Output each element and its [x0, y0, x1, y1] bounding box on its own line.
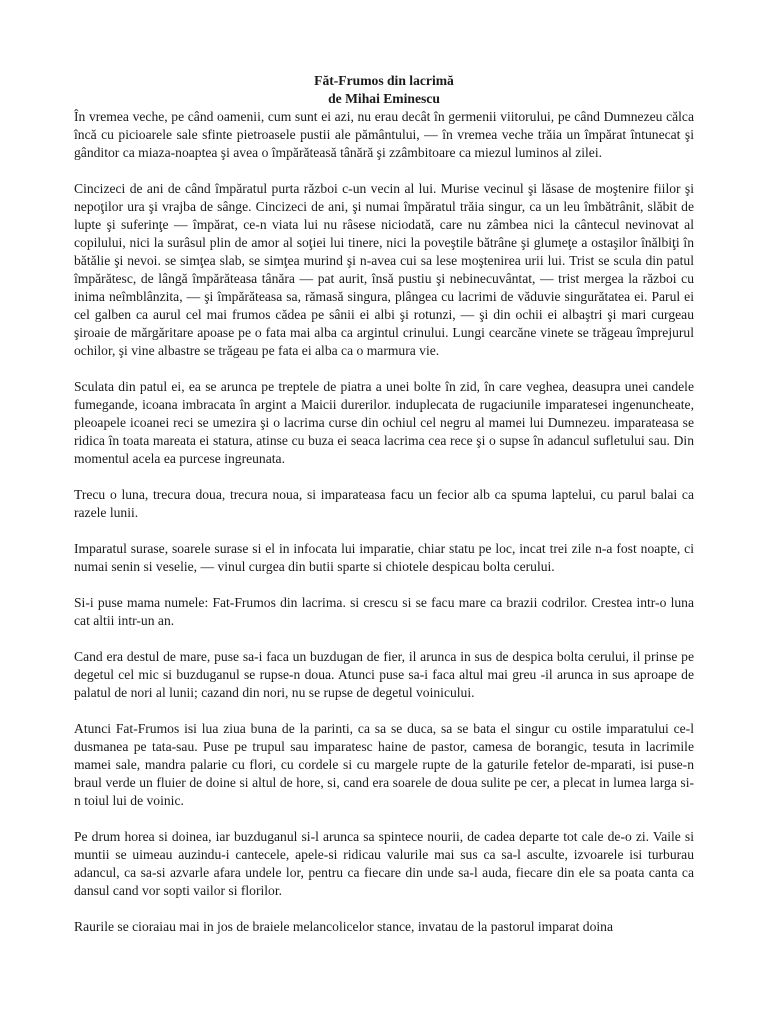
paragraph: Imparatul surase, soarele surase si el in infocata lui imparatie, chiar statu pe loc, incat trei zile n-a fost noapte, ci numai senin si veselie, — vinul curgea din butii sparte si chiotele despicau bolta cerului. — [74, 541, 694, 574]
document-title: Făt-Frumos din lacrimă — [314, 73, 454, 88]
paragraph: Trecu o luna, trecura doua, trecura noua, si imparateasa facu un fecior alb ca spuma laptelui, cu parul balai ca razele lunii. — [74, 487, 694, 520]
paragraph: Atunci Fat-Frumos isi lua ziua buna de la parinti, ca sa se duca, sa se bata el singur cu ostile imparatului ce-l dusmanea pe tata-sau. Puse pe trupul sau imparatesc haine de pastor, camesa de borangic, tesuta in lacrimile mamei sale, mandra palarie cu flori, cu cordele si cu margele rupte de la gaturile fetelor de-mparati, isi puse-n braul verde un fluier de doine si altul de hore, si, cand era soarele de doua sulite pe cer, a plecat in lumea larga si-n toiul lui de voinic. — [74, 721, 694, 808]
paragraph: Si-i puse mama numele: Fat-Frumos din lacrima. si crescu si se facu mare ca brazii codrilor. Crestea intr-o luna cat altii intr-un an. — [74, 595, 694, 628]
paragraph: În vremea veche, pe când oamenii, cum sunt ei azi, nu erau decât în germenii viitorului, pe când Dumnezeu călca încă cu picioarele sale sfinte pietroasele pustii ale pământului, — în vremea veche trăia un împărat întunecat şi gânditor ca miaza-noaptea şi avea o împărăteasă tânără şi zzâmbitoare ca miezul luminos al zilei. — [74, 109, 694, 160]
document-page — [74, 72, 694, 954]
paragraph: Cand era destul de mare, puse sa-i faca un buzdugan de fier, il arunca in sus de despica bolta cerului, il prinse pe degetul cel mic si buzduganul se rupse-n doua. Atunci puse sa-i faca altul mai greu -il arunca in sus aproape de palatul de nori al lunii; cazand din nori, nu se rupse de degetul voinicului. — [74, 649, 694, 700]
paragraph: Cincizeci de ani de când împăratul purta război c-un vecin al lui. Murise vecinul şi lăsase de moştenire fiilor şi nepoţilor ura şi vrajba de sânge. Cincizeci de ani, şi numai împăratul trăia singur, ca un leu îmbătrânit, slăbit de lupte şi suferinţe — împărat, ce-n viata lui nu râsese niciodată, care nu zâmbea nici la cântecul nevinovat al copilului, nici la surâsul plin de amor al soţiei lui tinere, nici la poveştile bătrâne şi glumeţe a ostaşilor înălbiţi în bătălie şi nevoi. se simţea slab, se simţea murind şi n-avea cui sa lese moştenirea urii lui. Trist se scula din patul împărătesc, de lângă împărăteasa tânăra — pat aurit, însă pustiu şi nebinecuvântat, — trist mergea la război cu inima neîmblânzita, — şi împărăteasa sa, rămasă singura, plângea cu lacrimi de văduvie singurătatea ei. Parul ei cel galben ca aurul cel mai frumos cădea pe sânii ei albi şi rotunzi, — şi din ochii ei albaştri şi mari curgeau şiroaie de mărgăritare apoase pe o fata mai alba ca argintul crinului. Lungi cearcăne vinete se trăgeau împrejurul ochilor, şi vine albastre se trăgeau pe fata ei alba ca o marmura vie. — [74, 181, 694, 358]
paragraph: Pe drum horea si doinea, iar buzduganul si-l arunca sa spintece nourii, de cadea departe tot cale de-o zi. Vaile si muntii se uimeau auzindu-i cantecele, apele-si ridicau valurile mai sus ca sa-l asculte, izvoarele isi turburau adancul, ca sa-si azvarle afara undele lor, pentru ca fiecare din unde sa-l auda, fiecare din ele sa poata canta ca dansul cand vor sopti vailor si florilor. — [74, 829, 694, 898]
document-author: de Mihai Eminescu — [328, 91, 440, 106]
paragraph: Sculata din patul ei, ea se arunca pe treptele de piatra a unei bolte în zid, în care veghea, deasupra unei candele fumegande, icoana imbracata în argint a Maicii durerilor. induplecata de rugaciunile imparatesei ingenuncheate, pleoapele icoanei reci se umezira şi o lacrima curse din ochiul cel negru al mamei lui Dumnezeu. imparateasa se ridica în toata mareata ei statura, atinse cu buza ei seaca lacrima cea rece şi o supse în adancul sufletului sau. Din momentul acela ea purcese ingreunata. — [74, 379, 694, 466]
paragraph: Raurile se cioraiau mai in jos de braiele melancolicelor stance, invatau de la pastorul imparat doina — [74, 919, 614, 934]
